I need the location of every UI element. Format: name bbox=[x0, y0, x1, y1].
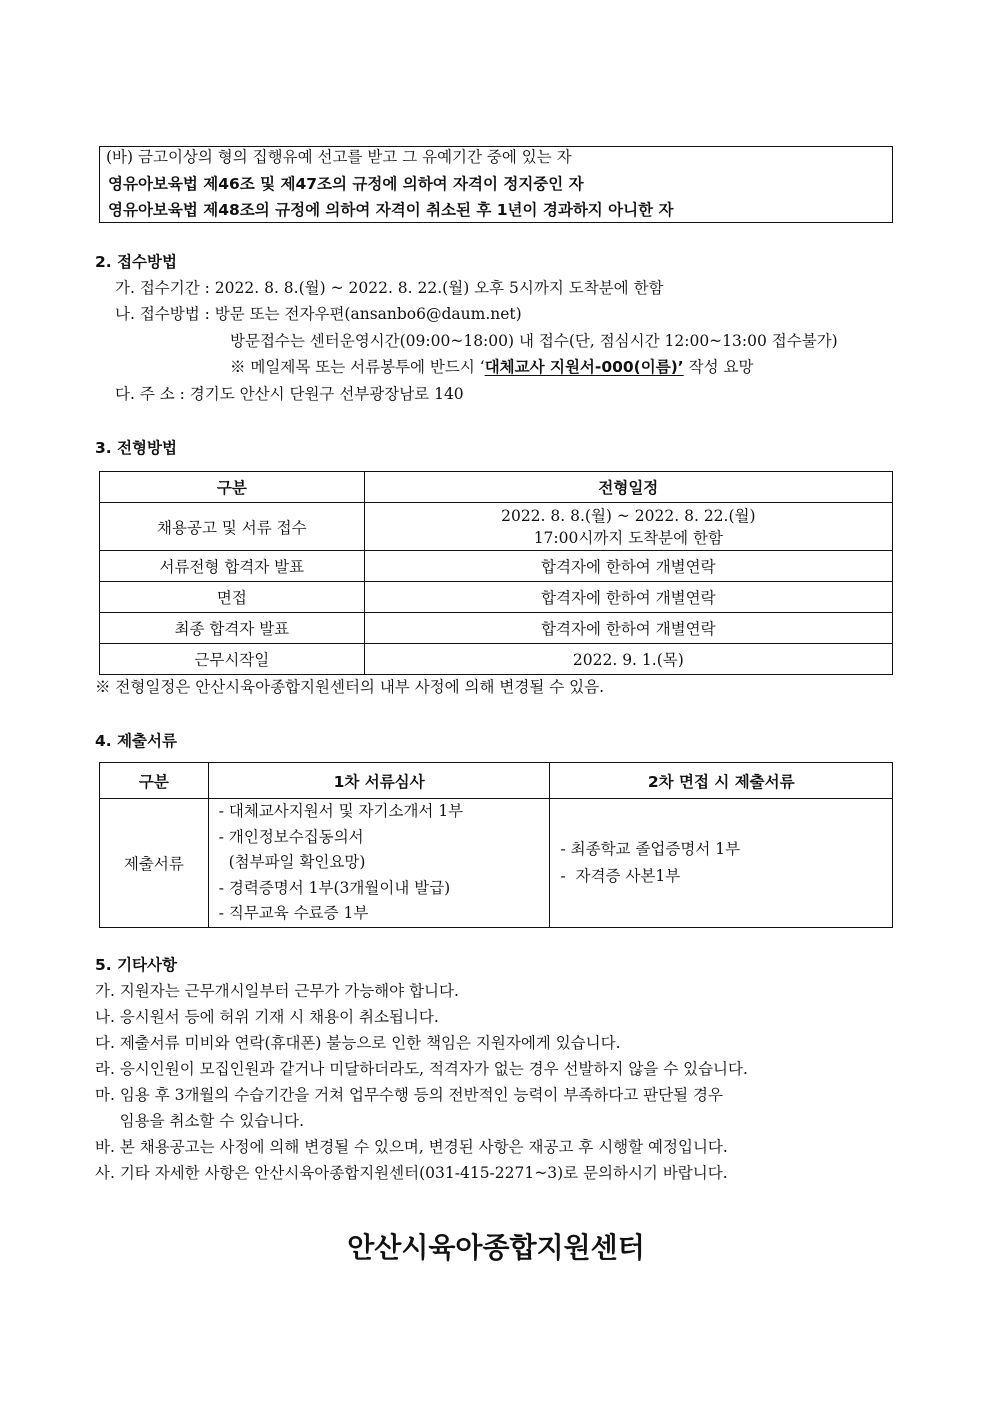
mail-note-title: 대체교사 지원서-000(이름)’ bbox=[484, 358, 684, 376]
col-header-first-round: 1차 서류심사 bbox=[208, 763, 550, 799]
disqualify-line-3: 영유아보육법 제48조의 규정에 의하여 자격이 취소된 후 1년이 경과하지 아니한 자 bbox=[108, 201, 674, 219]
misc-item: 다. 제출서류 미비와 연락(휴대폰) 불능으로 인한 책임은 지원자에게 있습니다. bbox=[95, 1034, 621, 1052]
section-4-heading: 4. 제출서류 bbox=[95, 732, 177, 750]
section-5-heading: 5. 기타사항 bbox=[95, 956, 177, 974]
table-row bbox=[100, 644, 893, 675]
organization-name: 안산시육아종합지원센터 bbox=[347, 1231, 645, 1264]
schedule-date: 2022. 9. 1.(목) bbox=[364, 644, 892, 675]
disqualify-line-2: 영유아보육법 제46조 및 제47조의 규정에 의하여 자격이 정지중인 자 bbox=[108, 175, 584, 193]
list-item: - 최종학교 졸업증명서 1부 bbox=[560, 839, 741, 858]
first-round-documents bbox=[208, 799, 550, 928]
list-item: - 직무교육 수료증 1부 bbox=[218, 904, 369, 922]
schedule-date-line-2: 17:00시까지 도착분에 한함 bbox=[533, 528, 723, 547]
visit-reception-note: 방문접수는 센터운영시간(09:00~18:00) 내 접수(단, 점심시간 12:00~13:00 접수불가) bbox=[230, 332, 838, 350]
documents-row-label: 제출서류 bbox=[100, 799, 209, 928]
schedule-step: 근무시작일 bbox=[100, 644, 365, 675]
list-item: (첨부파일 확인요망) bbox=[218, 853, 366, 871]
schedule-step: 서류전형 합격자 발표 bbox=[100, 551, 365, 582]
misc-item: 나. 응시원서 등에 허위 기재 시 채용이 취소됩니다. bbox=[95, 1008, 439, 1026]
misc-item: 바. 본 채용공고는 사정에 의해 변경될 수 있으며, 변경된 사항은 재공고 후 시행할 예정입니다. bbox=[95, 1138, 728, 1156]
table-row bbox=[100, 613, 893, 644]
table-row bbox=[100, 551, 893, 582]
misc-item: 사. 기타 자세한 사항은 안산시육아종합지원센터(031-415-2271~3)로 문의하시기 바랍니다. bbox=[95, 1164, 728, 1182]
second-round-documents bbox=[550, 799, 893, 928]
schedule-date: 합격자에 한하여 개별연락 bbox=[364, 582, 892, 613]
mail-note-suffix: 작성 요망 bbox=[683, 358, 754, 376]
col-header-second-round: 2차 면접 시 제출서류 bbox=[550, 763, 893, 799]
list-item: - 대체교사지원서 및 자기소개서 1부 bbox=[218, 802, 464, 820]
table-row bbox=[100, 503, 893, 551]
col-header-schedule: 전형일정 bbox=[364, 472, 892, 503]
table-header-row bbox=[100, 472, 893, 503]
table-header-row bbox=[100, 763, 893, 799]
schedule-date: 합격자에 한하여 개별연락 bbox=[364, 613, 892, 644]
schedule-change-note: ※ 전형일정은 안산시육아종합지원센터의 내부 사정에 의해 변경될 수 있음. bbox=[95, 678, 605, 696]
reception-method: 나. 접수방법 : 방문 또는 전자우편(ansanbo6@daum.net) bbox=[115, 305, 522, 323]
schedule-date-line-1: 2022. 8. 8.(월) ~ 2022. 8. 22.(월) bbox=[501, 506, 756, 525]
misc-item: 마. 임용 후 3개월의 수습기간을 거쳐 업무수행 등의 전반적인 능력이 부족하다고 판단될 경우 bbox=[95, 1086, 723, 1104]
section-3-heading: 3. 전형방법 bbox=[95, 439, 177, 457]
col-header-category: 구분 bbox=[100, 472, 365, 503]
section-2-heading: 2. 접수방법 bbox=[95, 253, 177, 271]
misc-item: 임용을 취소할 수 있습니다. bbox=[95, 1112, 305, 1130]
schedule-step: 채용공고 및 서류 접수 bbox=[100, 503, 365, 551]
mail-note-prefix: ※ 메일제목 또는 서류봉투에 반드시 ‘ bbox=[230, 358, 485, 376]
documents-table bbox=[99, 762, 893, 928]
list-item: - 경력증명서 1부(3개월이내 발급) bbox=[218, 878, 451, 897]
table-row bbox=[100, 799, 893, 928]
schedule-date: 합격자에 한하여 개별연락 bbox=[364, 551, 892, 582]
list-item: - 개인정보수집동의서 bbox=[218, 827, 364, 846]
schedule-step: 최종 합격자 발표 bbox=[100, 613, 365, 644]
reception-period: 가. 접수기간 : 2022. 8. 8.(월) ~ 2022. 8. 22.(월) 오후 5시까지 도착분에 한함 bbox=[115, 279, 664, 297]
misc-item: 가. 지원자는 근무개시일부터 근무가 가능해야 합니다. bbox=[95, 982, 459, 1000]
schedule-step: 면접 bbox=[100, 582, 365, 613]
misc-item: 라. 응시인원이 모집인원과 같거나 미달하더라도, 적격자가 없는 경우 선발하지 않을 수 있습니다. bbox=[95, 1060, 748, 1078]
disqualify-line-1: (바) 금고이상의 형의 집행유예 선고를 받고 그 유예기간 중에 있는 자 bbox=[106, 148, 572, 166]
selection-schedule-table bbox=[99, 471, 893, 675]
mail-subject-note bbox=[230, 357, 753, 377]
list-item: - 자격증 사본1부 bbox=[560, 866, 681, 885]
col-header-category: 구분 bbox=[100, 763, 209, 799]
schedule-date bbox=[364, 503, 892, 551]
table-row bbox=[100, 582, 893, 613]
address: 다. 주 소 : 경기도 안산시 단원구 선부광장남로 140 bbox=[115, 385, 464, 403]
